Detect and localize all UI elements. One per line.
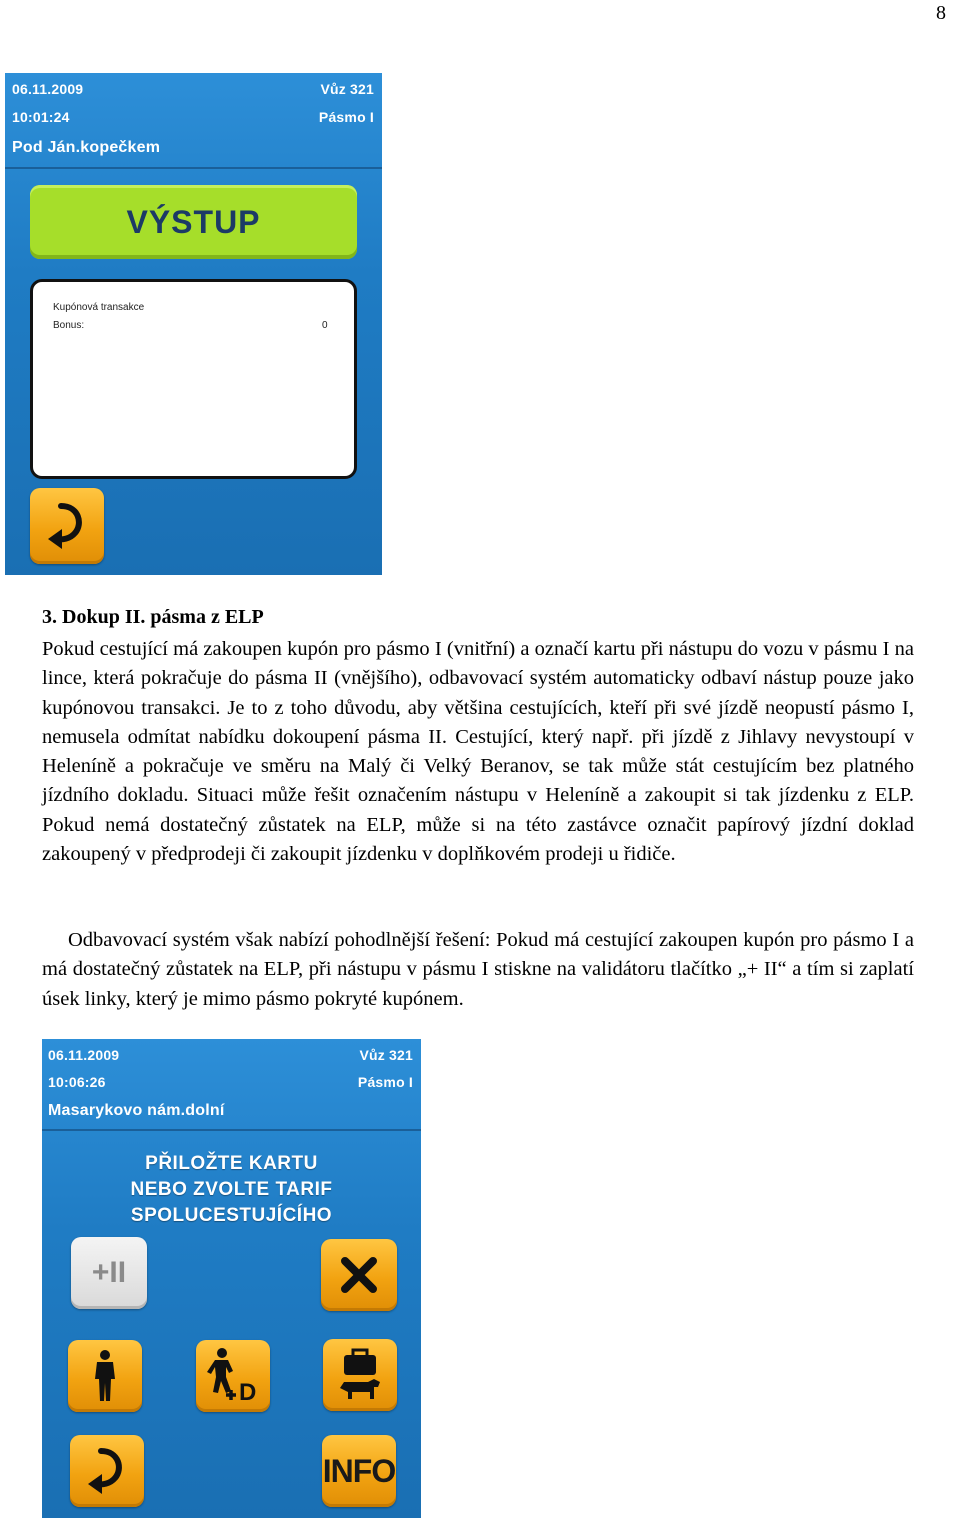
- validator-screen-tariff: [42, 1039, 421, 1518]
- adult-tariff-button[interactable]: [68, 1340, 142, 1412]
- paragraph-2: Odbavovací systém však nabízí pohodlnější řešení: Pokud má cestující zakoupen kupón pro pásmo I a má dostatečný zůstatek na ELP, při nástupu v pásmu I stiskne na validátoru tlačítko „+ II“ a tím si zaplatí úsek linky, který je mimo pásmo pokryté kupónem.: [42, 929, 914, 1010]
- time-label: 10:06:26: [48, 1074, 106, 1090]
- vehicle-label: Vůz 321: [359, 1047, 413, 1063]
- vehicle-label: Vůz 321: [320, 81, 374, 97]
- paragraph-1: Pokud cestující má zakoupen kupón pro pásmo I (vnitřní) a označí kartu při nástupu do vozu v pásmu I na lince, která pokračuje do pásma II (vnějšího), odbavovací systém automaticky odbaví nástup pouze jako kupónovou transakci. Je to z toho důvodu, aby většina cestujících, kteří při své jízdě neopustí pásmo I, nemusela odmítat nabídku dokoupení pásma II. Cestující, který např. při jízdě z Jihlavy nevystoupí v Heleníně a pokračuje ve směru na Malý či Velký Beranov, se tak může stát cestujícím bez platného jízdního dokladu. Situaci může řešit označením nástupu v Heleníně a zakoupit si tak jízdenku z ELP. Pokud nemá dostatečný zůstatek na ELP, může si na této zastávce označit papírový jízdní doklad zakoupený v předprodeji či zakoupit jízdenku v doplňkovém prodeji u řidiče.: [42, 638, 914, 866]
- transaction-info-box: [30, 279, 357, 479]
- luggage-dog-tariff-button[interactable]: [323, 1339, 397, 1411]
- back-button[interactable]: [70, 1435, 144, 1507]
- cancel-button[interactable]: [321, 1239, 397, 1311]
- date-label: 06.11.2009: [48, 1047, 120, 1063]
- back-arrow-icon: [85, 1447, 129, 1495]
- luggage-dog-icon: [334, 1346, 386, 1404]
- bonus-value: 0: [322, 320, 328, 331]
- exit-banner-label: VÝSTUP: [126, 203, 261, 240]
- exit-banner: [30, 185, 357, 259]
- prompt-line: NEBO ZVOLTE TARIF: [130, 1179, 333, 1200]
- plus-two-label: +II: [91, 1256, 127, 1289]
- date-label: 06.11.2009: [12, 81, 84, 97]
- info-label: INFO: [322, 1452, 396, 1489]
- d-label: D: [239, 1379, 257, 1406]
- card-prompt: [42, 1151, 421, 1229]
- plus-two-zone-button[interactable]: [71, 1237, 147, 1309]
- child-dog-tariff-button[interactable]: [196, 1340, 270, 1412]
- zone-label: Pásmo I: [318, 109, 374, 125]
- stop-name: Masarykovo nám.dolní: [48, 1102, 225, 1119]
- back-button[interactable]: [30, 488, 104, 564]
- prompt-line: SPOLUCESTUJÍCÍHO: [130, 1205, 333, 1226]
- stop-name: Pod Ján.kopečkem: [12, 139, 161, 156]
- info-button[interactable]: [322, 1435, 396, 1507]
- prompt-line: PŘILOŽTE KARTU: [145, 1153, 318, 1174]
- header-divider: [5, 167, 382, 169]
- header-divider: [42, 1129, 421, 1131]
- zone-label: Pásmo I: [357, 1074, 413, 1090]
- close-icon: [339, 1255, 379, 1295]
- person-icon: [91, 1349, 119, 1403]
- section-heading: 3. Dokup II. pásma z ELP: [42, 606, 264, 628]
- transaction-type: Kupónová transakce: [53, 302, 145, 313]
- back-arrow-icon: [45, 502, 89, 550]
- child-plus-d-icon: [204, 1347, 262, 1405]
- bonus-label: Bonus:: [53, 320, 85, 331]
- page-number: 8: [936, 2, 946, 24]
- validator-screen-exit: [5, 73, 382, 575]
- time-label: 10:01:24: [12, 109, 70, 125]
